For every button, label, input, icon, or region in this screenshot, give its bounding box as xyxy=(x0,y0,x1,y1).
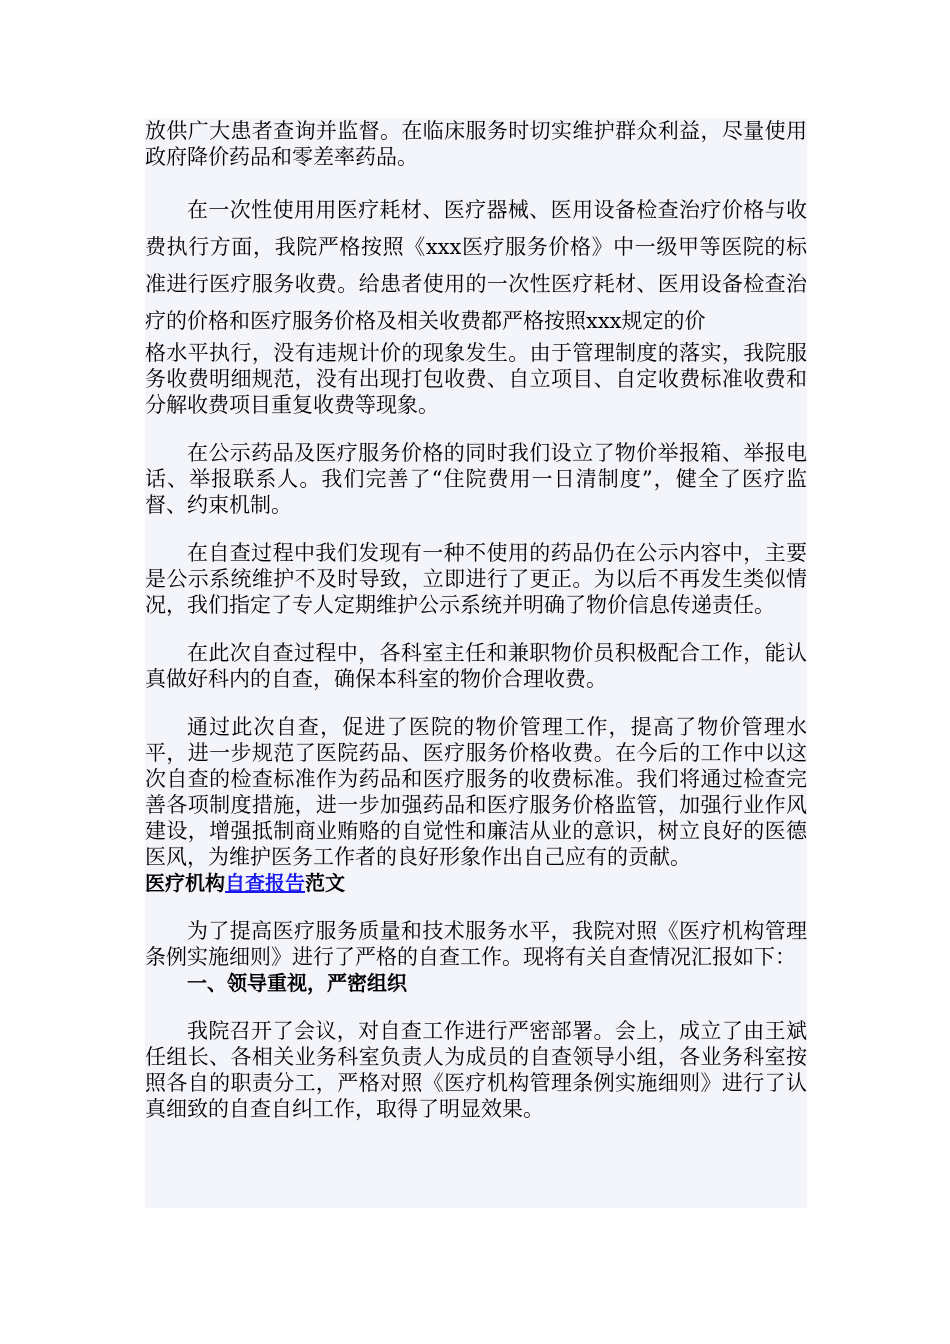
self-check-report-link[interactable]: 自查报告 xyxy=(225,871,305,895)
subheading-1: 一、领导重视，严密组织 xyxy=(187,971,407,995)
paragraph-6: 通过此次自查，促进了医院的物价管理工作，提高了物价管理水平，进一步规范了医院药品、医疗服务价格收费。在今后的工作中以这次自查的检查标准作为药品和医疗服务的收费标准。我们将通过检查完善各项制度措施，进一步加强药品和医疗服务价格监管，加强行业作风建设，增强抵制商业贿赂的自觉性和廉洁从业的意识，树立良好的医德医风，为维护医务工作者的良好形象作出自己应有的贡献。 xyxy=(145,715,807,869)
paragraph-3: 在公示药品及医疗服务价格的同时我们设立了物价举报箱、举报电话、举报联系人。我们完善了“住院费用一日清制度”，健全了医疗监督、约束机制。 xyxy=(145,441,807,517)
paragraph-4: 在自查过程中我们发现有一种不使用的药品仍在公示内容中，主要是公示系统维护不及时导致，立即进行了更正。为以后不再发生类似情况，我们指定了专人定期维护公示系统并明确了物价信息传递责任。 xyxy=(145,541,807,617)
paragraph-1: 放供广大患者查询并监督。在临床服务时切实维护群众利益，尽量使用政府降价药品和零差率药品。 xyxy=(145,119,807,169)
heading-suffix: 范文 xyxy=(305,871,345,895)
paragraph-2-part-a: 在一次性使用用医疗耗材、医疗器械、医用设备检查治疗价格与收费执行方面，我院严格按照《xxx医疗服务价格》中一级甲等医院的标准进行医疗服务收费。给患者使用的一次性医疗耗材、医用设备检查治疗的价格和医疗服务价格及相关收费都严格按照xxx规定的价 xyxy=(145,198,807,333)
paragraph-2 xyxy=(145,192,807,418)
paragraph-8: 我院召开了会议，对自查工作进行严密部署。会上，成立了由王斌任组长、各相关业务科室负责人为成员的自查领导小组，各业务科室按照各自的职责分工，严格对照《医疗机构管理条例实施细则》进行了认真细致的自查自纠工作，取得了明显效果。 xyxy=(145,1019,807,1121)
paragraph-2-part-b: 格水平执行，没有违规计价的现象发生。由于管理制度的落实，我院服务收费明细规范，没有出现打包收费、自立项目、自定收费标准收费和分解收费项目重复收费等现象。 xyxy=(145,341,807,417)
section-heading xyxy=(145,870,807,896)
heading-prefix: 医疗机构 xyxy=(145,871,225,895)
paragraph-5: 在此次自查过程中，各科室主任和兼职物价员积极配合工作，能认真做好科内的自查，确保本科室的物价合理收费。 xyxy=(145,641,807,691)
document-body xyxy=(145,118,807,1208)
paragraph-7: 为了提高医疗服务质量和技术服务水平，我院对照《医疗机构管理条例实施细则》进行了严格的自查工作。现将有关自查情况汇报如下： xyxy=(145,919,807,969)
